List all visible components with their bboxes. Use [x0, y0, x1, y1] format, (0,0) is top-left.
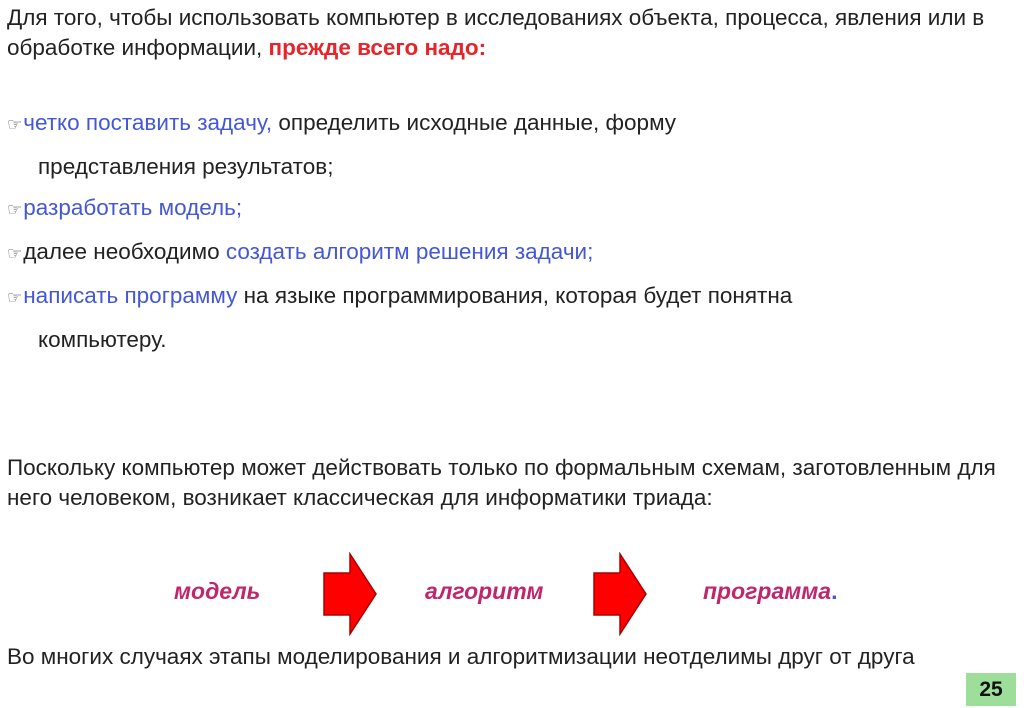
triad-program-wrap [703, 576, 837, 606]
step-prefix: далее необходимо [23, 239, 226, 264]
step-highlight: написать программу [23, 283, 238, 308]
step-text: на языке программирования, которая будет понятна [237, 283, 793, 308]
step-continuation: представления результатов; [38, 154, 334, 179]
triad-diagram [0, 552, 1024, 636]
step-highlight: создать алгоритм решения задачи; [225, 239, 594, 264]
pointing-hand-icon: ☞ [7, 244, 23, 264]
triad-algorithm: алгоритм [425, 578, 544, 604]
step-continuation: компьютеру. [38, 327, 167, 352]
triad-program: программа [703, 578, 832, 604]
steps-list [7, 102, 1017, 360]
pointing-hand-icon: ☞ [7, 115, 23, 135]
list-item [7, 275, 1017, 360]
intro-text: Для того, чтобы использовать компьютер в исследованиях объекта, процесса, явления или в обработке информации, [7, 5, 985, 60]
closing-paragraph: Во многих случаях этапы моделирования и алгоритмизации неотделимы друг от друга [7, 644, 915, 669]
pointing-hand-icon: ☞ [7, 288, 23, 308]
triad-model: модель [174, 578, 261, 604]
right-arrow-icon [592, 552, 648, 636]
intro-emphasis: прежде всего надо: [268, 35, 487, 60]
list-item [7, 187, 1017, 231]
step-highlight: разработать модель; [23, 195, 243, 220]
pointing-hand-icon: ☞ [7, 200, 23, 220]
step-text: определить исходные данные, форму [272, 110, 677, 135]
page-number-badge: 25 [966, 673, 1016, 706]
triad-intro-paragraph: Поскольку компьютер может действовать только по формальным схемам, заготовленным для него человеком, возникает классическая для информатики триада: [7, 455, 996, 510]
list-item [7, 231, 1017, 275]
list-item [7, 102, 1017, 187]
step-highlight: четко поставить задачу, [23, 110, 273, 135]
triad-dot: . [831, 578, 838, 604]
right-arrow-icon [322, 552, 378, 636]
intro-paragraph [7, 3, 1012, 63]
